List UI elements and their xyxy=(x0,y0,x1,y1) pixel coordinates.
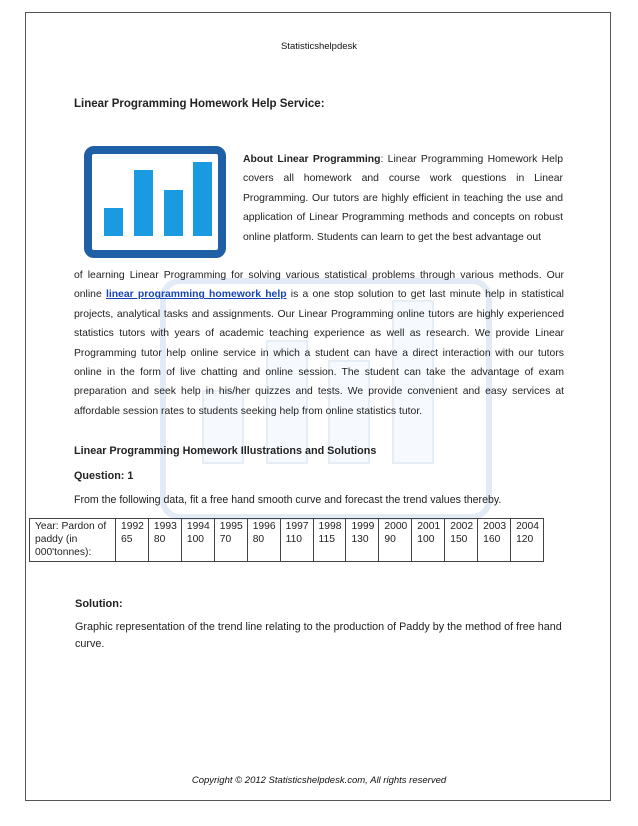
table-cell: 2002 150 xyxy=(445,519,478,562)
table-cell: 1994 100 xyxy=(181,519,214,562)
question-label: Question: 1 xyxy=(74,470,134,482)
intro-lead: About Linear Programming xyxy=(243,154,381,165)
paragraph-text-2: is a one stop solution to get last minute help in statistical projects, analytical tasks and assignments. Our Linear Programming online tutors are highly experienced statistics tutors with years of academic teaching experience as well as research. We provide Linear Programming tutor help online service in which a student can have a direct interaction with our tutors online in the form of live chatting and online session. The student can take the advantage of exam preparation and seek help in his/her quizzes and tests. We provide convenient and easy services at affordable session rates to students seeking help from online statistics tutor. xyxy=(74,289,564,417)
page-title: Linear Programming Homework Help Service: xyxy=(74,98,325,110)
table-cell: 2003 160 xyxy=(478,519,511,562)
intro-paragraph xyxy=(243,150,563,247)
section-title: Linear Programming Homework Illustrations and Solutions xyxy=(74,445,377,457)
table-cell: 1997 110 xyxy=(280,519,313,562)
table-cell: 1992 65 xyxy=(116,519,149,562)
question-text: From the following data, fit a free hand smooth curve and forecast the trend values thereby. xyxy=(74,494,502,506)
solution-label: Solution: xyxy=(75,598,123,610)
table-cell: 2000 90 xyxy=(379,519,412,562)
solution-text: Graphic representation of the trend line relating to the production of Paddy by the method of free hand curve. xyxy=(75,621,562,650)
paragraph-text-1: of learning Linear Programming for solving various statistical problems through various methods. Our online xyxy=(74,270,564,301)
body-paragraph xyxy=(74,266,564,421)
row-label-cell: Year: Pardon of paddy (in 000'tonnes): xyxy=(30,519,116,562)
data-table xyxy=(29,518,544,562)
intro-text: : Linear Programming Homework Help covers all homework and course work questions in Linear Programming. Our tutors are highly efficient in teaching the use and application of Linear Programming methods and concepts on robust online platform. Students can learn to get the best advantage out xyxy=(243,154,563,243)
page-header: Statisticshelpdesk xyxy=(280,41,358,52)
table-cell: 1996 80 xyxy=(247,519,280,562)
table-cell: 2004 120 xyxy=(511,519,544,562)
bar-chart-icon xyxy=(84,146,226,258)
table-cell: 1995 70 xyxy=(214,519,247,562)
table-cell: 1999 130 xyxy=(346,519,379,562)
table-cell: 1993 80 xyxy=(148,519,181,562)
page-footer: Copyright © 2012 Statisticshelpdesk.com, All rights reserved xyxy=(191,775,447,786)
table-cell: 1998 115 xyxy=(313,519,346,562)
linear-programming-link[interactable]: linear programming homework help xyxy=(105,289,287,301)
table-cell: 2001 100 xyxy=(412,519,445,562)
table-row xyxy=(30,519,544,562)
